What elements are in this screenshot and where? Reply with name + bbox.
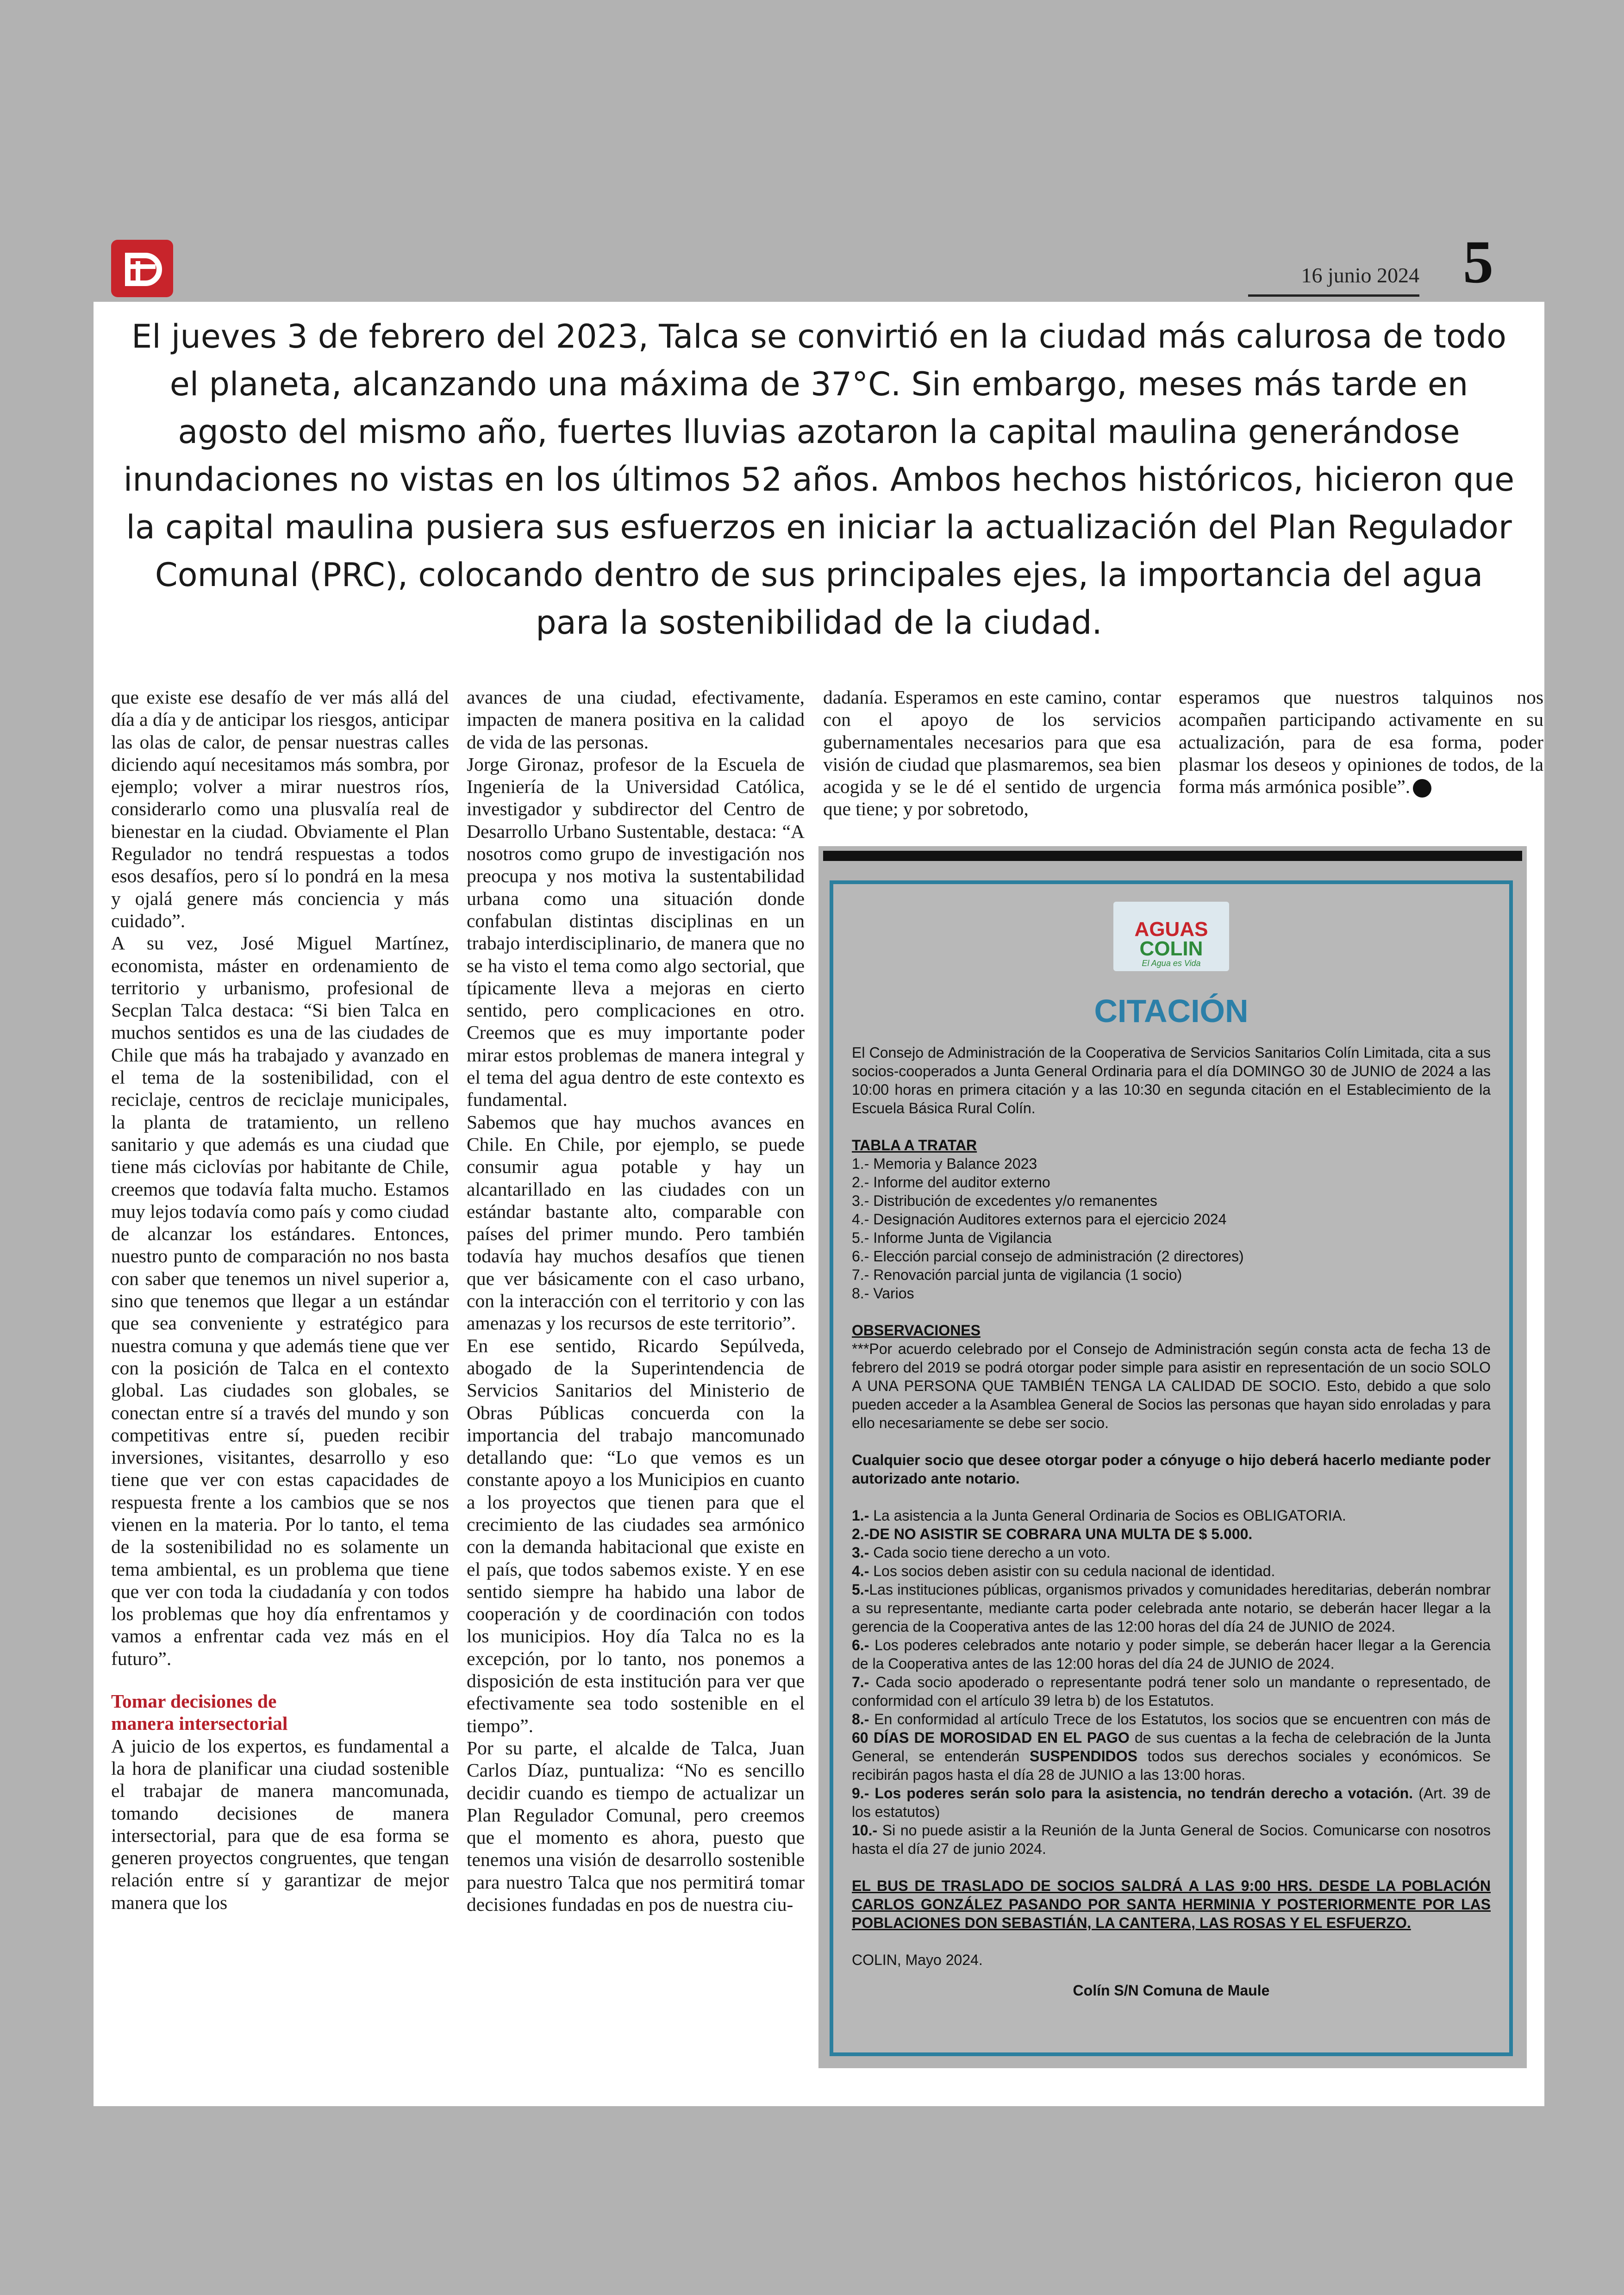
rule-emphasis: SUSPENDIDOS	[1030, 1748, 1137, 1765]
rule-number: 1.-	[852, 1507, 869, 1524]
bus-notice: EL BUS DE TRASLADO DE SOCIOS SALDRÁ A LAS 9:00 HRS. DESDE LA POBLACIÓN CARLOS GONZÁLEZ PASANDO POR SANTA HERMINIA Y POSTERIORMENTE POR LAS POBLACIONES DON SEBASTIÁN, LA CANTERA, LAS ROSAS Y EL ESFUERZO.	[852, 1877, 1491, 1931]
citacion-notice	[830, 880, 1513, 2056]
subheading-line: manera intersectorial	[111, 1713, 288, 1734]
notice-footer: Colín S/N Comuna de Maule	[1073, 1982, 1270, 1999]
rule-number: 4.-	[852, 1563, 869, 1579]
article-column-4	[1179, 686, 1543, 798]
date-underline	[1248, 294, 1419, 297]
article-paragraph: Por su parte, el alcalde de Talca, Juan Carlos Díaz, puntualiza: “No es sencillo decidir cuando es tiempo de actualizar un Plan Regulador Comunal, pero creemos que el momento es ahora, puesto que tenemos una visión de desarrollo sostenible para nuestro Talca que nos permitirá tomar decisiones fundadas en pos de nuestra ciu-	[467, 1737, 805, 1915]
newspaper-logo-icon	[111, 240, 173, 297]
rule-item	[852, 1636, 1491, 1673]
rule-number: 7.-	[852, 1674, 869, 1690]
rule-text: Los poderes celebrados ante notario y poder simple, se deberán hacer llegar a la Gerencia de la Cooperativa antes de las 12:00 horas del día 24 de JUNIO de 2024.	[852, 1637, 1491, 1672]
article-column-1	[111, 686, 449, 1914]
rule-item	[852, 1506, 1491, 1525]
observations-heading: OBSERVACIONES	[852, 1322, 981, 1339]
rule-number: 6.-	[852, 1637, 869, 1653]
subheading	[111, 1690, 449, 1735]
article-column-2	[467, 686, 805, 1915]
agenda-item: 2.- Informe del auditor externo	[852, 1174, 1050, 1191]
article-text: esperamos que nuestros talquinos nos acompañen participando activamente en su actualización, para de esa forma, poder plasmar los deseos y opiniones de todos, de la forma más armónica posible”.	[1179, 686, 1543, 798]
rule-item	[852, 1543, 1491, 1562]
rule-number: 3.-	[852, 1544, 869, 1561]
article-paragraph: Jorge Gironaz, profesor de la Escuela de Ingeniería de la Universidad Católica, investigador y subdirector del Centro de Desarrollo Urbano Sustentable, destaca: “A nosotros como grupo de investigación nos preocupa y nos motiva la sustentabilidad urbana como una situación donde confabulan distintas disciplinas en un trabajo interdisciplinario, de manera que no se ha visto el tema como algo sectorial, que típicamente lleva a mejoras en cierto sentido, pero complicaciones en otro. Creemos que es muy importante poder mirar estos problemas de manera integral y el tema del agua dentro de este contexto es fundamental.	[467, 753, 805, 1110]
aguas-colin-logo	[1113, 902, 1229, 971]
rule-item: 2.-DE NO ASISTIR SE COBRARA UNA MULTA DE $ 5.000.	[852, 1526, 1253, 1542]
rule-text: Cada socio tiene derecho a un voto.	[869, 1544, 1111, 1561]
article-paragraph: avances de una ciudad, efectivamente, impacten de manera positiva en la calidad de vida de las personas.	[467, 686, 805, 753]
agenda-item: 1.- Memoria y Balance 2023	[852, 1155, 1037, 1172]
article-paragraph: Sabemos que hay muchos avances en Chile. En Chile, por ejemplo, se puede consumir agua potable y hay un alcantarillado en las ciudades con un estándar bastante alto, comparable con países del primer mundo. Pero también todavía hay muchos desafíos que tienen que ver básicamente con el caso urbano, con la interacción con el territorio y con las amenazas y los recursos de este territorio”.	[467, 1111, 805, 1334]
rule-text: La asistencia a la Junta General Ordinaria de Socios es OBLIGATORIA.	[869, 1507, 1346, 1524]
agenda-item: 3.- Distribución de excedentes y/o remanentes	[852, 1192, 1157, 1209]
end-dot-icon	[1413, 779, 1431, 798]
rule-item	[852, 1580, 1491, 1636]
rule-item	[852, 1710, 1491, 1784]
rule-text: En conformidad al artículo Trece de los Estatutos, los socios que se encuentren con más de	[869, 1711, 1491, 1727]
advertisement-top-bar	[823, 851, 1522, 861]
proxy-note: Cualquier socio que desee otorgar poder a cónyuge o hijo deberá hacerlo mediante poder autorizado ante notario.	[852, 1452, 1491, 1487]
page-sheet	[94, 302, 1544, 2106]
rule-number: 8.-	[852, 1711, 869, 1727]
article-paragraph: A juicio de los expertos, es fundamental a la hora de planificar una ciudad sostenible el trabajar de manera mancomunada, tomando decisiones de manera intersectorial, para que de esa forma se generen proyectos congruentes, que tengan relación entre sí y garantizar de mejor manera que los	[111, 1735, 449, 1913]
agenda-item: 5.- Informe Junta de Vigilancia	[852, 1229, 1052, 1246]
rule-item	[852, 1784, 1491, 1821]
rules-list	[852, 1506, 1491, 1858]
rule-item	[852, 1673, 1491, 1710]
rule-text: Si no puede asistir a la Reunión de la Junta General de Socios. Comunicarse con nosotros hasta el día 27 de junio 2024.	[852, 1822, 1491, 1857]
agenda-item: 7.- Renovación parcial junta de vigilancia (1 socio)	[852, 1266, 1182, 1283]
observations-text: ***Por acuerdo celebrado por el Consejo de Administración según consta acta de fecha 13 de febrero del 2019 se podrá otorgar poder simple para asistir en representación de un socio SOLO A UNA PERSONA QUE TAMBIÉN TENGA LA CALIDAD DE SOCIO. Esto, debido a que solo pueden acceder a la Asamblea General de Socios las personas que hayan sido enroladas y para ello necesariamente se debe ser socio.	[852, 1341, 1491, 1431]
rule-item	[852, 1562, 1491, 1580]
rule-emphasis: 9.- Los poderes serán solo para la asistencia, no tendrán derecho a votación.	[852, 1785, 1413, 1802]
logo-word-1: AGUAS	[1134, 918, 1208, 941]
page-number: 5	[1463, 228, 1493, 296]
logo-tagline: El Agua es Vida	[1142, 959, 1201, 968]
article-paragraph: que existe ese desafío de ver más allá del día a día y de anticipar los riesgos, anticipar las olas de calor, de pensar nuestras calles diciendo aquí necesitamos más sombra, por ejemplo; volver a mirar nuestros ríos, considerarlo como una plusvalía real de bienestar en la ciudad. Obviamente el Plan Regulador no tendrá respuestas a todos esos desafíos, pero sí lo pondrá en la mesa y ojalá genere más conciencia y más cuidado”.	[111, 686, 449, 931]
agenda-item: 4.- Designación Auditores externos para el ejercicio 2024	[852, 1211, 1227, 1228]
agenda-item: 6.- Elección parcial consejo de administración (2 directores)	[852, 1248, 1244, 1265]
agenda-item: 8.- Varios	[852, 1285, 914, 1302]
lead-paragraph: El jueves 3 de febrero del 2023, Talca se convirtió en la ciudad más calurosa de todo el planeta, alcanzando una máxima de 37°C. Sin embargo, meses más tarde en agosto del mismo año, fuertes lluvias azotaron la capital maulina generándose inundaciones no vistas en los últimos 52 años. Ambos hechos históricos, hicieron que la capital maulina pusiera sus esfuerzos en iniciar la actualización del Plan Regulador Comunal (PRC), colocando dentro de sus principales ejes, la importancia del agua para la sostenibilidad de la ciudad.	[123, 318, 1515, 642]
article-paragraph: dadanía. Esperamos en este camino, contar con el apoyo de los servicios gubernamentales necesarios para que esa visión de ciudad que plasmaremos, sea bien acogida y se le dé el sentido de urgencia que tiene; y por sobretodo,	[823, 686, 1161, 820]
rule-text: Las instituciones públicas, organismos privados y comunidades hereditarias, deberán nombrar a su representante, mediante carta poder celebrada ante notario, se deberán hacer llegar a la gerencia de la Cooperativa antes de las 12:00 horas del día 24 de JUNIO de 2024.	[852, 1581, 1491, 1635]
subheading-line: Tomar decisiones de	[111, 1690, 277, 1712]
rule-text: Cada socio apoderado o representante podrá tener solo un mandante o representado, de conformidad con el artículo 39 letra b) de los Estatutos.	[852, 1674, 1491, 1709]
article-paragraph: A su vez, José Miguel Martínez, economista, máster en ordenamiento de territorio y urbanismo, profesional de Secplan Talca destaca: “Si bien Talca en muchos sentidos es una de las ciudades de Chile que más ha trabajado y avanzado en el tema de la sostenibilidad, con el reciclaje, centros de reciclaje municipales, la planta de tratamiento, un relleno sanitario y que además es una ciudad que tiene más ciclovías por habitante de Chile, creemos que todavía falta mucho. Estamos muy lejos todavía como país y como ciudad de alcanzar los estándares. Entonces, nuestro punto de comparación no nos basta con saber que tenemos un nivel superior a, sino que tenemos que llegar a un estándar que sea conveniente y estratégico para nuestra comuna y que además tiene que ver con la posición de Talca en el contexto global. Las ciudades son globales, se conectan entre sí a través del mundo y son competitivas entre sí, pueden recibir inversiones, visitantes, desarrollo y eso tiene que ver con estas capacidades de respuesta frente a los cambios que se nos vienen en la materia. Por lo tanto, el tema de la sostenibilidad no es solamente un tema ambiental, es un problema que tiene que ver con toda la ciudadanía y con todos los problemas que hoy día enfrentamos y vamos a enfrentar cada vez más en el futuro”.	[111, 932, 449, 1669]
article-paragraph: En ese sentido, Ricardo Sepúlveda, abogado de la Superintendencia de Servicios Sanitarios del Ministerio de Obras Públicas concuerda con la importancia del trabajo mancomunado detallando que: “Lo que vemos es un constante apoyo a los Municipios en cuanto a los proyectos que tienen para que el crecimiento de las ciudades sea armónico con la demanda habitacional que existe en el país, que todos sabemos existe. Y en ese sentido siempre ha habido una labor de cooperación y de coordinación con todos los municipios. Hoy día Talca no es la excepción, por lo tanto, nos ponemos a disposición de esta institución para ver que efectivamente sea todo sostenible en el tiempo”.	[467, 1335, 805, 1736]
rule-text: (Art. 39 de los estatutos)	[852, 1785, 1491, 1820]
rule-item	[852, 1821, 1491, 1858]
rule-number: 5.-	[852, 1581, 869, 1598]
article-paragraph	[1179, 686, 1543, 798]
rule-number: 10.-	[852, 1822, 878, 1839]
place-date: COLIN, Mayo 2024.	[852, 1952, 983, 1968]
logo-word-2: COLIN	[1139, 937, 1203, 960]
article-column-3	[823, 686, 1161, 820]
notice-title: CITACIÓN	[1094, 993, 1249, 1029]
logo-glyph	[111, 240, 173, 297]
notice-intro: El Consejo de Administración de la Cooperativa de Servicios Sanitarios Colín Limitada, cita a sus socios-cooperados a Junta General Ordinaria para el día DOMINGO 30 de JUNIO de 2024 a las 10:00 horas en primera citación y a las 10:30 en segunda citación en el Establecimiento de la Escuela Básica Rural Colín.	[852, 1044, 1491, 1116]
rule-emphasis: 60 DÍAS DE MOROSIDAD EN EL PAGO	[852, 1729, 1130, 1746]
rule-text: todos sus derechos sociales y económicos. Se recibirán pagos hasta el día 28 de JUNIO a las 13:00 horas.	[852, 1748, 1491, 1783]
issue-date: 16 junio 2024	[1301, 263, 1419, 287]
rule-text: de sus cuentas a la fecha de celebración de la Junta General, se entenderán	[852, 1729, 1491, 1765]
agenda-heading: TABLA A TRATAR	[852, 1137, 977, 1154]
agenda-list	[852, 1154, 1491, 1303]
rule-text: Los socios deben asistir con su cedula nacional de identidad.	[869, 1563, 1275, 1579]
